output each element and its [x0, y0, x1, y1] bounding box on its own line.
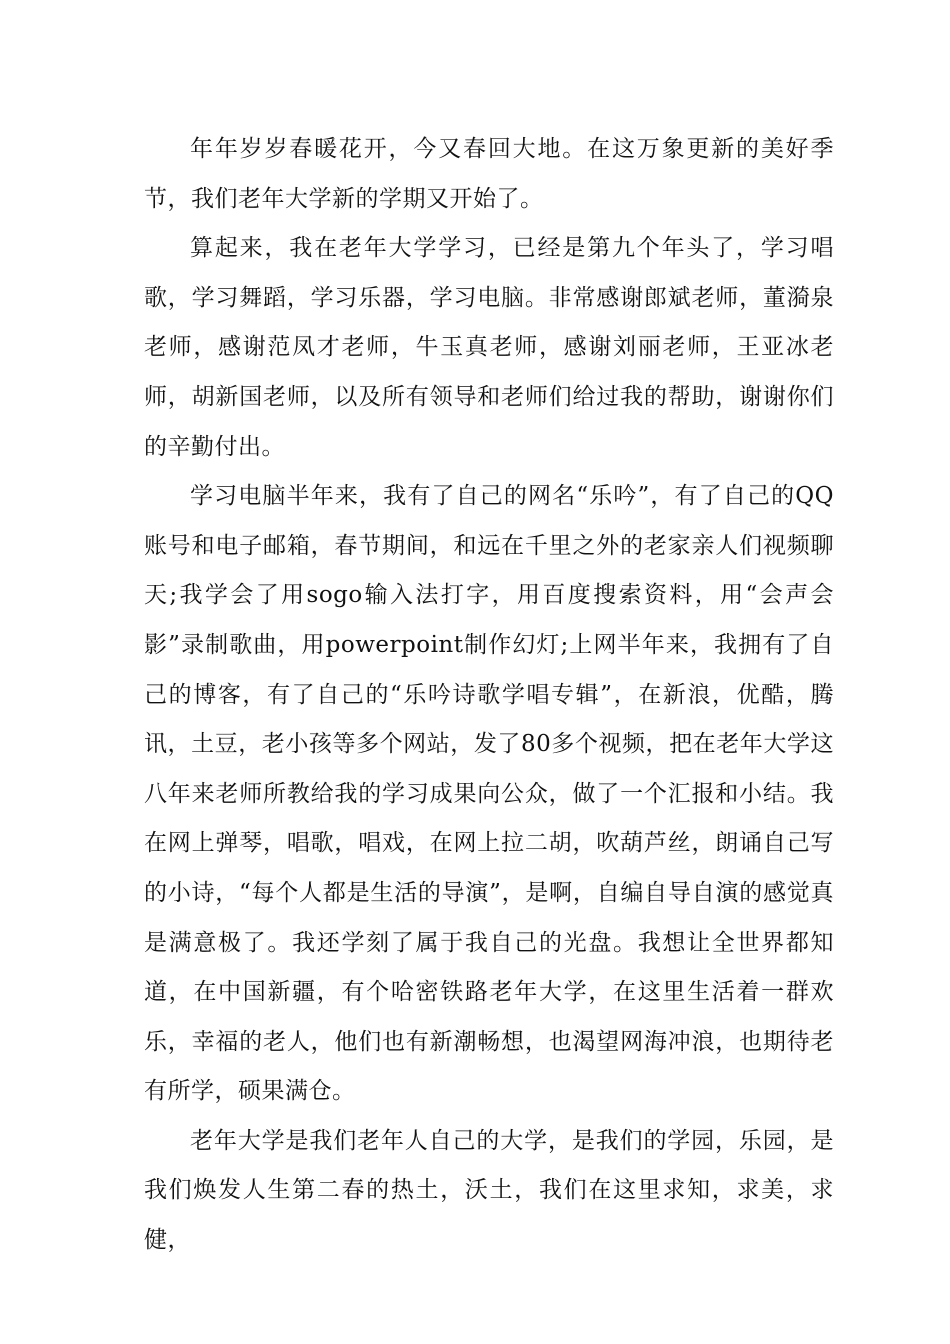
document-body [144, 125, 834, 1266]
paragraph-4: 老年大学是我们老年人自己的大学，是我们的学园，乐园，是我们焕发人生第二春的热土，沃土，我们在这里求知，求美，求健， [144, 1127, 834, 1254]
paragraph-2: 算起来，我在老年大学学习，已经是第九个年头了，学习唱歌，学习舞蹈，学习乐器，学习电脑。非常感谢郎斌老师，董漪泉老师，感谢范凤才老师，牛玉真老师，感谢刘丽老师，王亚冰老师，胡新国老师，以及所有领导和老师们给过我的帮助，谢谢你们的辛勤付出。 [144, 235, 834, 460]
paragraph-1: 年年岁岁春暖花开，今又春回大地。在这万象更新的美好季节，我们老年大学新的学期又开始了。 [144, 136, 834, 212]
paragraph-3: 学习电脑半年来，我有了自己的网名“乐吟”，有了自己的QQ账号和电子邮箱，春节期间，和远在千里之外的老家亲人们视频聊天;我学会了用sogo输入法打字，用百度搜索资料，用“会声会影”录制歌曲，用powerpoint制作幻灯;上网半年来，我拥有了自己的博客，有了自己的“乐吟诗歌学唱专辑”，在新浪，优酷，腾讯，土豆，老小孩等多个网站，发了80多个视频，把在老年大学这八年来老师所教给我的学习成果向公众，做了一个汇报和小结。我在网上弹琴，唱歌，唱戏，在网上拉二胡，吹葫芦丝，朗诵自己写的小诗，“每个人都是生活的导演”，是啊，自编自导自演的感觉真是满意极了。我还学刻了属于我自己的光盘。我想让全世界都知道，在中国新疆，有个哈密铁路老年大学，在这里生活着一群欢乐，幸福的老人，他们也有新潮畅想，也渴望网海冲浪，也期待老有所学，硕果满仓。 [144, 483, 834, 1105]
